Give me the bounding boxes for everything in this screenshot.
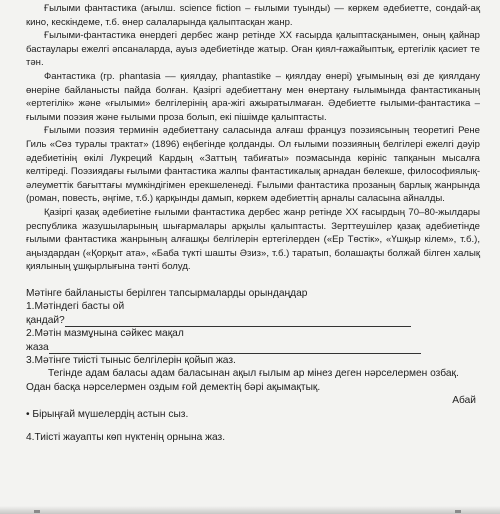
task-1-answer-line[interactable] [65, 316, 411, 327]
task-3-prompt: 3.Мәтінге тиісті тыныс белгілерін қойып жаз. [26, 354, 236, 366]
article-paragraph: Ғылыми фантастика (ағылш. science fiction – ғылыми туынды) — көркем әдебиетте, сондай-ақ кино, кескіндеме, т.б. өнер салаларында қалыптасқан жанр. [26, 3, 480, 28]
quote-author: Абай [452, 395, 476, 407]
task-section [26, 287, 480, 444]
corner-mark [34, 510, 40, 513]
article-paragraph: Ғылыми-фантастика өнердегі дербес жанр ретінде XX ғасырда қалыптасқанымен, оның қайнар бастаулары ежелгі әпсаналарда, ауыз әдебиетінде жатыр. Оған қиял-ғажайыптық, ертегілік қасиет те тән. [26, 30, 480, 69]
article-text [26, 2, 480, 274]
quote-author-row [26, 394, 480, 408]
task-1-prompt-cont: қандай? [26, 314, 65, 326]
task-3-quote: Тегінде адам баласы адам баласынан ақыл ғылым ар мінез деген нәрселермен озбақ. Одан басқа нәрселермен оздым ғой демектің бәрі ақымақтық. [26, 368, 459, 393]
task-2-answer-line[interactable] [49, 343, 421, 354]
task-1-answer-row [26, 314, 480, 327]
corner-mark [455, 510, 461, 513]
task-bullet-instruction: • Бірыңғай мүшелердің астын сыз. [26, 409, 189, 421]
page-bottom-edge [0, 506, 500, 514]
task-1-prompt: 1.Мәтіндегі басты ой [26, 301, 125, 313]
task-2-prompt: 2.Мәтін мазмұнына сәйкес мақал [26, 328, 184, 340]
article-paragraph: Қазіргі қазақ әдебиетіне ғылыми фантастика дербес жанр ретінде XX ғасырдың 70–80-жылдары республика жазушыларының шығармалары арқылы қалыптасты. Зерттеушілер қазақ әдебиетінде ғылыми фантастика жанрының алғашқы белгілерін ертегілерден («Ер Төстік», «Үшқыр кілем», т.б.), аңыздардан («Қорқыт ата», «Баба түкті шашты Әзиз», т.б.) таратып, болашақты болжай білген халық қиялының ұшқырлығына тәнті болуд. [26, 206, 480, 273]
task-4-prompt: 4.Тиісті жауапты көп нүктенің орнына жаз. [26, 431, 226, 443]
article-paragraph: Фантастика (гр. phantasia –– қиялдау, phantastike – қиялдау өнері) ұғымының өзі де қиялдану өнеріне байланысты пайда болған. Қазіргі әдебиеттану мен өнертану ғылымында фантастиканың «ертегілік» және «ғылыми» белгілерінің ара-жігі ажыратылмаған. Әдебиетте ғылыми-фантастика – ғылыми поэзия және ғылыми проза болып, екі пішімде қалыптасты. [26, 70, 480, 123]
task-heading: Мәтінге байланысты берілген тапсырмаларды орындаңдар [26, 287, 308, 299]
task-2-answer-row [26, 341, 480, 354]
article-paragraph: Ғылыми поэзия терминін әдебиеттану саласында алғаш француз поэзиясының теоретигі Рене Гиль «Сөз туралы трактат» (1896) еңбегінде қолданды. Ол ғылыми поэзияның белгілері ежелгі дәуір әдебиетінің өкілі Лукреций Кардың «Заттың табиғаты» поэмасында көрініс тапқанын мысалға келтіреді. Поэзиядағы ғылыми фантастика жалпы фантастикалық арнадан бөлекше, философиялық-әлеуметтік бағыттағы мүмкіндігімен ерекшеленеді. Ғылыми фантастика прозаның барлық жанрында (роман, повесть, әңгіме, т.б.) қарқынды дамып, көркем әдебиеттің арналы саласына айналды. [26, 125, 480, 205]
spacer [26, 422, 480, 431]
task-2-prompt-cont: жаза [26, 341, 49, 353]
